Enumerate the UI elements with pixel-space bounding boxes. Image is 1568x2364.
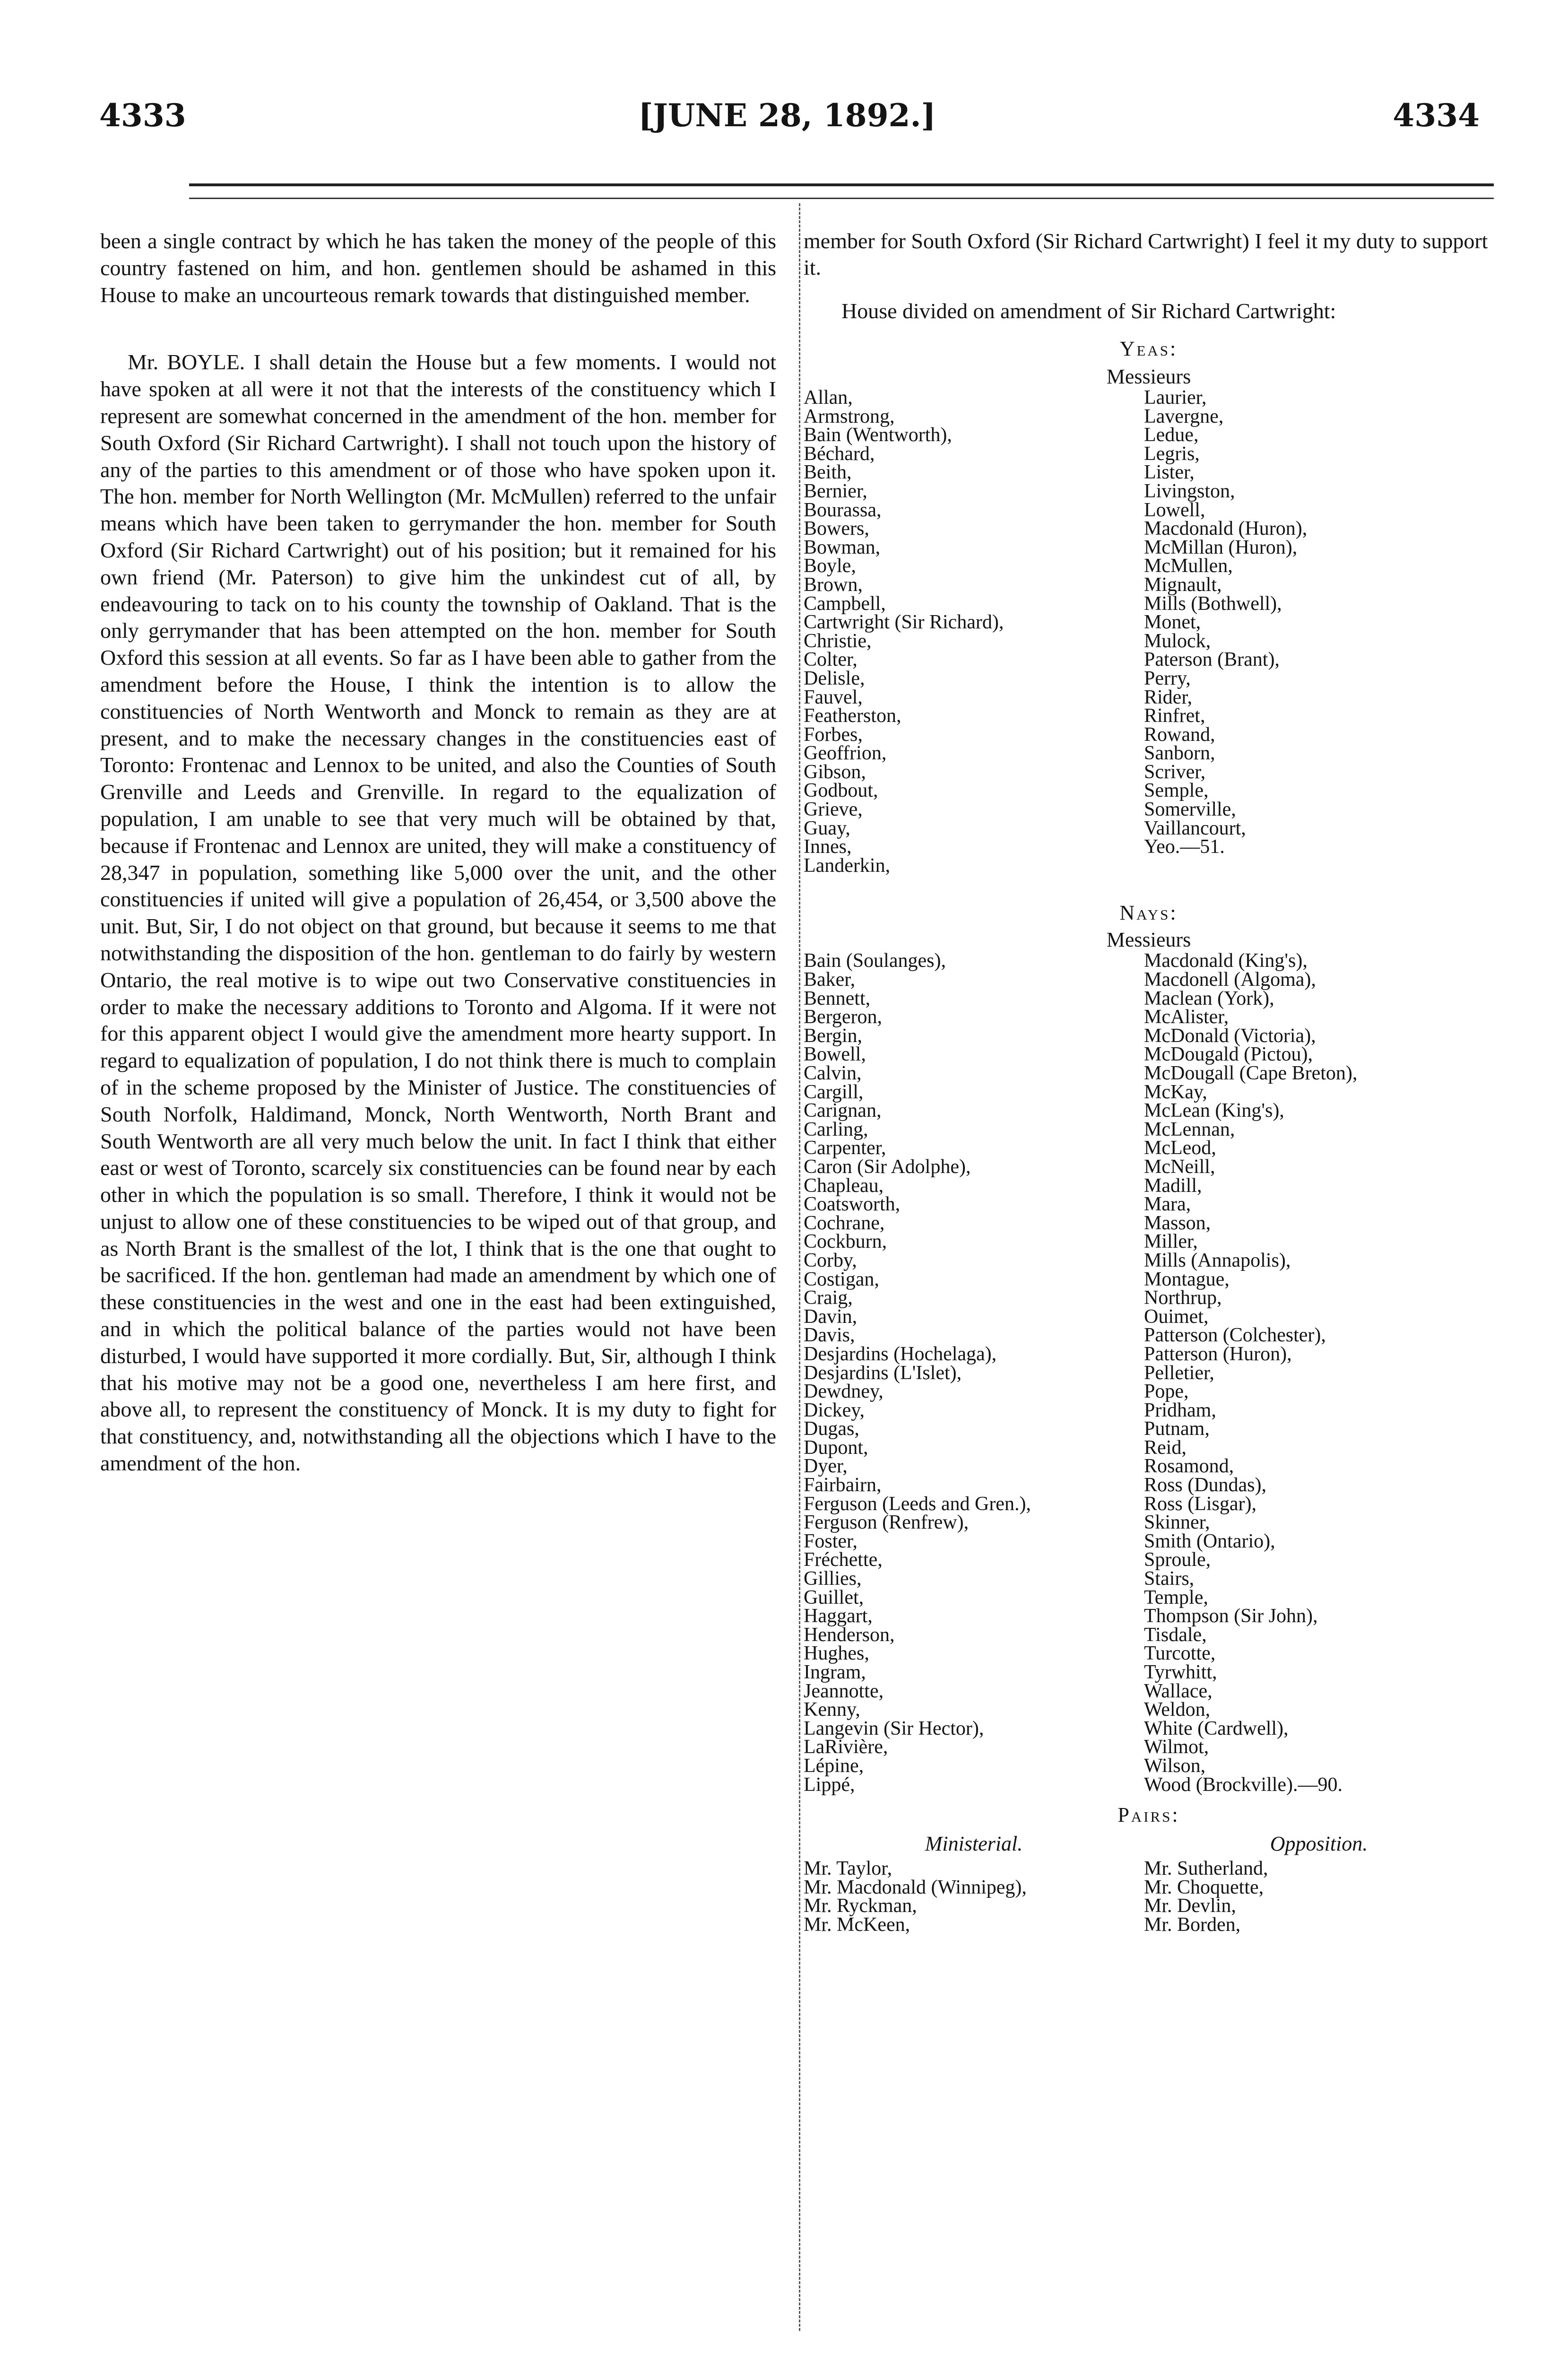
speech-ending: member for South Oxford (Sir Richard Cartwright) I feel it my duty to support it.	[804, 229, 1488, 279]
member-name: Desjardins (L'Islet),	[804, 1362, 962, 1384]
member-name: Mr. Ryckman,	[804, 1895, 917, 1917]
member-name: Macdonald (King's),	[1144, 950, 1308, 972]
member-name: Chapleau,	[804, 1174, 884, 1197]
member-name: Pelletier,	[1144, 1362, 1214, 1384]
member-name: Reid,	[1144, 1436, 1187, 1459]
member-name: Somerville,	[1144, 799, 1236, 821]
member-name: Bernier,	[804, 480, 867, 502]
member-name: Sproule,	[1144, 1549, 1211, 1571]
member-name: Ingram,	[804, 1661, 866, 1683]
member-name: Dewdney,	[804, 1381, 884, 1403]
member-name: Gillies,	[804, 1568, 862, 1590]
member-name: Mr. Sutherland,	[1144, 1858, 1268, 1880]
member-name: Cargill,	[804, 1081, 864, 1103]
member-name: Thompson (Sir John),	[1144, 1605, 1318, 1627]
member-name: McDonald (Victoria),	[1144, 1025, 1316, 1047]
member-name: LaRivière,	[804, 1736, 888, 1758]
member-name: Henderson,	[804, 1624, 895, 1646]
member-name: Delisle,	[804, 667, 865, 689]
member-name: Dugas,	[804, 1418, 859, 1440]
pairs-column-heads	[804, 1832, 1494, 1856]
member-name: Mr. Taylor,	[804, 1858, 892, 1880]
yeas-heading: Yeas:	[1119, 337, 1178, 360]
member-name: Lippé,	[804, 1773, 855, 1796]
member-name: Mills (Bothwell),	[1144, 592, 1282, 615]
member-name: Mr. Borden,	[1144, 1913, 1241, 1936]
member-name: Mignault,	[1144, 574, 1222, 596]
member-name: Guillet,	[804, 1586, 864, 1608]
member-name: Allan,	[804, 387, 853, 408]
member-name: Tisdale,	[1144, 1624, 1207, 1646]
member-name: Davin,	[804, 1305, 858, 1328]
member-name: Tyrwhitt,	[1144, 1661, 1217, 1683]
member-name: Yeo.—51.	[1144, 836, 1225, 858]
member-name: Cochrane,	[804, 1212, 885, 1234]
member-name: Turcotte,	[1144, 1643, 1216, 1665]
member-name: Patterson (Colchester),	[1144, 1324, 1326, 1347]
member-name: Ledue,	[1144, 424, 1199, 446]
member-name: Paterson (Brant),	[1144, 649, 1280, 671]
member-name: Fréchette,	[804, 1549, 883, 1571]
member-name: Campbell,	[804, 592, 886, 615]
member-name: Lavergne,	[1144, 405, 1224, 427]
member-name: Godbout,	[804, 780, 878, 802]
right-column	[804, 228, 1494, 1935]
pairs-list	[804, 1860, 1494, 1934]
member-name: Ouimet,	[1144, 1305, 1209, 1328]
member-name: Dyer,	[804, 1455, 848, 1478]
member-name: Foster,	[804, 1530, 858, 1552]
member-name: Bowell,	[804, 1043, 866, 1066]
nays-heading: Nays:	[1119, 901, 1178, 925]
member-name	[1144, 857, 1494, 876]
member-name: Mr. Macdonald (Winnipeg),	[804, 1876, 1027, 1898]
member-name: Forbes,	[804, 723, 863, 746]
member-name: Bowers,	[804, 518, 869, 540]
member-name: Masson,	[1144, 1212, 1211, 1234]
nays-list	[804, 952, 1494, 1794]
member-name: Fairbairn,	[804, 1474, 882, 1496]
member-name: McLeod,	[1144, 1137, 1216, 1159]
member-name: Rider,	[1144, 686, 1193, 708]
member-name: Mills (Annapolis),	[1144, 1249, 1291, 1271]
member-name: Livingston,	[1144, 480, 1235, 502]
member-name: Brown,	[804, 574, 863, 596]
paragraph-continuation: been a single contract by which he has taken the money of the people of this country fastened on him, and hon. gentlemen should be ashamed in this House to make an uncourteous remark towards that distinguished member.	[100, 229, 776, 307]
member-name: White (Cardwell),	[1144, 1717, 1289, 1739]
paragraph-boyle-speech: Mr. BOYLE. I shall detain the House but a few moments. I would not have spoken at all were it not that the interests of the constituency which I represent are somewhat concerned in the amendment of the hon. member for South Oxford (Sir Richard Cartwright). I shall not touch upon the history of any of the parties to this amendment or of those who have spoken upon it. The hon. member for North Wellington (Mr. McMullen) referred to the unfair means which have been taken to gerrymander the hon. member for South Oxford (Sir Richard Cartwright) out of his position; but it remained for his own friend (Mr. Paterson) to give him the unkindest cut of all, by endeavouring to tack on to his county the township of Oakland. That is the only gerrymander that has been attempted on the hon. member for South Oxford this session at all events. So far as I have been able to gather from the amendment before the House, I think the intention is to allow the constituencies of North Wentworth and Monck to remain as they are at present, and to make the necessary changes in the constituencies east of Toronto: Frontenac and Lennox to be united, and also the Counties of South Grenville and Leeds and Grenville. In regard to the equalization of population, I am unable to see that very much will be obtained by that, because if Frontenac and Lennox are united, they will make a constituency of 28,347 in population, something like 5,000 over the unit, and the other constituencies if united will give a population of 26,454, or 3,500 above the unit. But, Sir, I do not object on that ground, but because it seems to me that notwithstanding the disposition of the hon. gentleman to do fairly by western Ontario, the real motive is to wipe out two Conservative constituencies in order to make the necessary additions to Toronto and Algoma. If it were not for this apparent object I would give the amendment more hearty support. In regard to equalization of population, I do not think there is much to complain of in the scheme proposed by the Minister of Justice. The constituencies of South Norfolk, Haldimand, Monck, North Wentworth, North Brant and South Wentworth are all very much below the unit. In fact I think that either east or west of Toronto, scarcely six constituencies can be found near by each other in which the population is so small. Therefore, I think it would not be unjust to allow one of these constituencies to be wiped out of that group, and as North Brant is the smallest of the lot, I think that is the one that ought to be sacrificed. If the hon. gentleman had made an amendment by which one of these constituencies in the west and one in the east had been extinguished, and in which the political balance of the parties would not have been disturbed, I would have supported it more cordially. But, Sir, although I think that his motive may not be a good one, nevertheless I am here first, and above all, to represent the constituency of Monck. It is my duty to fight for that constituency, and, notwithstanding all the objections which I have to the amendment of the hon.	[100, 350, 776, 1476]
member-name: Langevin (Sir Hector),	[804, 1717, 984, 1739]
member-name: Ferguson (Leeds and Gren.),	[804, 1493, 1031, 1515]
member-name: Scriver,	[1144, 761, 1206, 783]
page-header	[95, 97, 1480, 144]
member-name: McMullen,	[1144, 555, 1233, 577]
member-name: Boyle,	[804, 555, 856, 577]
member-name: McDougald (Pictou),	[1144, 1043, 1313, 1066]
member-name: McLennan,	[1144, 1118, 1235, 1140]
member-name: Carling,	[804, 1118, 868, 1140]
member-name: Hughes,	[804, 1643, 869, 1665]
header-rule-thick	[189, 183, 1494, 186]
member-name: Lowell,	[1144, 499, 1205, 521]
member-name: Wilson,	[1144, 1755, 1206, 1777]
member-name: Lépine,	[804, 1755, 864, 1777]
member-name: Madill,	[1144, 1174, 1202, 1197]
member-name: McNeill,	[1144, 1156, 1215, 1178]
member-name: Mulock,	[1144, 630, 1211, 652]
member-name: Lister,	[1144, 461, 1195, 484]
member-name: Fauvel,	[804, 686, 863, 708]
member-name: Geoffrion,	[804, 742, 887, 765]
member-name: Carpenter,	[804, 1137, 886, 1159]
member-name: Semple,	[1144, 780, 1209, 802]
member-name: Rosamond,	[1144, 1455, 1234, 1478]
member-name: Weldon,	[1144, 1699, 1211, 1721]
member-name: Bain (Wentworth),	[804, 424, 952, 446]
left-column	[100, 228, 776, 1477]
member-name: Guay,	[804, 817, 850, 839]
member-name: Laurier,	[1144, 387, 1207, 408]
member-name: Rinfret,	[1144, 705, 1205, 727]
member-name: Ross (Lisgar),	[1144, 1493, 1256, 1515]
member-name: Dickey,	[804, 1399, 865, 1421]
member-name: McKay,	[1144, 1081, 1207, 1103]
member-name: Craig,	[804, 1287, 853, 1309]
member-name: McMillan (Huron),	[1144, 536, 1298, 558]
member-name: Caron (Sir Adolphe),	[804, 1156, 971, 1178]
member-name: Coatsworth,	[804, 1193, 901, 1216]
member-name: Grieve,	[804, 799, 863, 821]
member-name: Bergeron,	[804, 1006, 883, 1028]
member-name: Bennett,	[804, 987, 871, 1009]
member-name: McAlister,	[1144, 1006, 1229, 1028]
member-name: Bowman,	[804, 536, 881, 558]
member-name: Béchard,	[804, 443, 875, 465]
member-name: Vaillancourt,	[1144, 817, 1246, 839]
member-name: McLean (King's),	[1144, 1100, 1284, 1122]
member-name: Legris,	[1144, 443, 1200, 465]
member-name: Desjardins (Hochelaga),	[804, 1343, 997, 1365]
member-name: Macdonald (Huron),	[1144, 518, 1308, 540]
member-name: Innes,	[804, 836, 852, 858]
member-name: Montague,	[1144, 1268, 1230, 1290]
member-name: McDougall (Cape Breton),	[1144, 1062, 1358, 1084]
member-name: Christie,	[804, 630, 872, 652]
right-page-number: 4334	[1393, 97, 1480, 134]
member-name: Northrup,	[1144, 1287, 1222, 1309]
yeas-list	[804, 389, 1494, 875]
pairs-ministerial-heading: Ministerial.	[925, 1832, 1023, 1856]
yeas-subheading: Messieurs	[1106, 365, 1191, 388]
member-name: Costigan,	[804, 1268, 879, 1290]
member-name: Sanborn,	[1144, 742, 1215, 765]
left-page-number: 4333	[99, 97, 186, 134]
member-name: Gibson,	[804, 761, 866, 783]
member-name: Temple,	[1144, 1586, 1208, 1608]
pairs-heading: Pairs:	[1118, 1803, 1180, 1827]
header-rule-thin	[189, 198, 1494, 199]
member-name: Macdonell (Algoma),	[1144, 969, 1316, 991]
member-name: Ross (Dundas),	[1144, 1474, 1266, 1496]
member-name: Skinner,	[1144, 1512, 1210, 1534]
member-name: Smith (Ontario),	[1144, 1530, 1275, 1552]
member-name: Davis,	[804, 1324, 855, 1347]
member-name: Colter,	[804, 649, 858, 671]
member-name: Patterson (Huron),	[1144, 1343, 1292, 1365]
member-name: Baker,	[804, 969, 856, 991]
member-name: Featherston,	[804, 705, 901, 727]
header-date: [JUNE 28, 1892.]	[638, 97, 936, 134]
member-name: Monet,	[1144, 611, 1201, 634]
member-name: Kenny,	[804, 1699, 860, 1721]
member-name: Wood (Brockville).—90.	[1144, 1773, 1343, 1796]
member-name: Maclean (York),	[1144, 987, 1274, 1009]
member-name: Corby,	[804, 1249, 857, 1271]
member-name: Miller,	[1144, 1231, 1198, 1253]
member-name: Cockburn,	[804, 1231, 887, 1253]
member-name: Mara,	[1144, 1193, 1191, 1216]
member-name: Bourassa,	[804, 499, 882, 521]
member-name: Putnam,	[1144, 1418, 1210, 1440]
member-name: Haggart,	[804, 1605, 873, 1627]
member-name: Mr. Devlin,	[1144, 1895, 1236, 1917]
member-name: Stairs,	[1144, 1568, 1195, 1590]
member-name: Pope,	[1144, 1381, 1189, 1403]
column-divider	[799, 203, 800, 2331]
nays-subheading: Messieurs	[1106, 928, 1191, 952]
member-name: Jeannotte,	[804, 1680, 884, 1702]
member-name: Ferguson (Renfrew),	[804, 1512, 969, 1534]
member-name: Calvin,	[804, 1062, 862, 1084]
member-name: Mr. McKeen,	[804, 1913, 910, 1936]
member-name: Dupont,	[804, 1436, 868, 1459]
member-name: Wallace,	[1144, 1680, 1213, 1702]
member-name: Beith,	[804, 461, 852, 484]
pairs-opposition-heading: Opposition.	[1270, 1832, 1368, 1856]
division-statement: House divided on amendment of Sir Richard Cartwright:	[841, 299, 1336, 323]
member-name: Wilmot,	[1144, 1736, 1209, 1758]
member-name: Rowand,	[1144, 723, 1215, 746]
member-name: Bergin,	[804, 1025, 863, 1047]
member-name: Carignan,	[804, 1100, 882, 1122]
member-name: Landerkin,	[804, 854, 891, 877]
member-name: Pridham,	[1144, 1399, 1216, 1421]
member-name: Bain (Soulanges),	[804, 950, 946, 972]
member-name: Armstrong,	[804, 405, 895, 427]
member-name: Mr. Choquette,	[1144, 1876, 1264, 1898]
member-name: Cartwright (Sir Richard),	[804, 611, 1004, 634]
member-name: Perry,	[1144, 667, 1191, 689]
